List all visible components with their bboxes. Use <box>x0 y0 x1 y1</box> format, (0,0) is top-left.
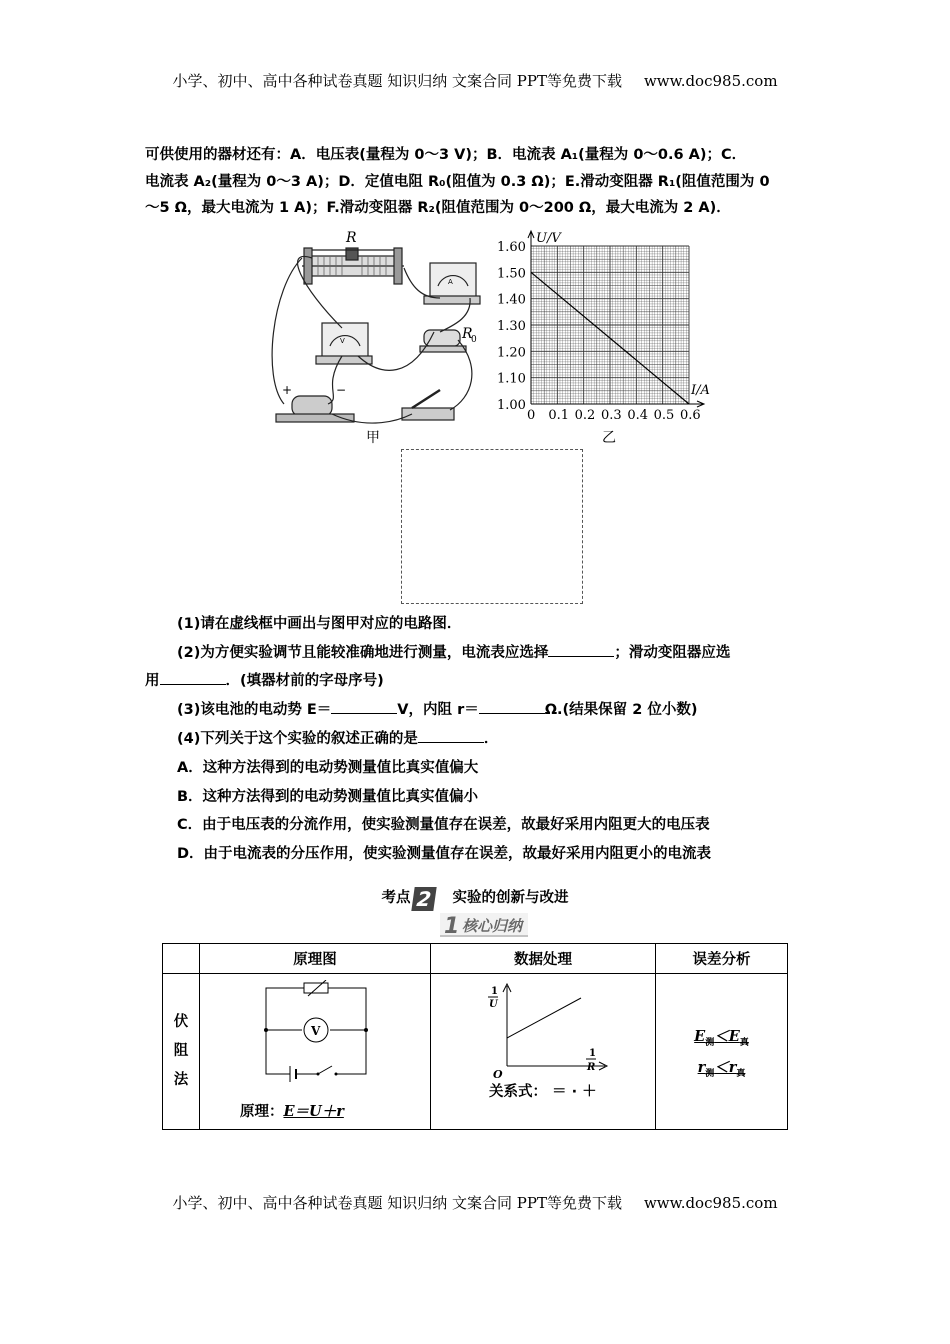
sub-title-text: 核心归纳 <box>462 917 523 935</box>
apparatus-figure <box>262 228 494 450</box>
principle-cell <box>200 974 431 1130</box>
intro-paragraph <box>145 142 810 222</box>
page-header <box>0 70 950 91</box>
y-tick-label: 1.50 <box>497 266 526 282</box>
y-tick-label: 1.30 <box>497 319 526 334</box>
ammeter-letter: A <box>448 278 453 286</box>
circuit-drawing-box[interactable] <box>401 449 583 604</box>
q2-text-c: 用 <box>145 673 160 689</box>
error-cell <box>656 974 788 1130</box>
header-text: 小学、初中、高中各种试卷真题 知识归纳 文案合同 PPT等免费下载 <box>172 72 622 90</box>
q3-text-c: Ω.(结果保留 2 位小数) <box>544 702 698 718</box>
row-label <box>163 974 200 1130</box>
question-2-line-1 <box>177 641 730 662</box>
section-prefix: 考点 <box>381 890 411 906</box>
footer-text: 小学、初中、高中各种试卷真题 知识归纳 文案合同 PPT等免费下载 <box>172 1194 622 1212</box>
chart-grid-major <box>528 231 704 407</box>
err2-b: ＜r <box>714 1058 737 1076</box>
q3-text-a: (3)该电池的电动势 E＝ <box>177 702 332 718</box>
q4-blank[interactable] <box>418 728 484 743</box>
q2-blank-2[interactable] <box>160 670 226 685</box>
data-cell <box>431 974 656 1130</box>
plot-y-den: U <box>489 999 498 1010</box>
err1-b: ＜E <box>714 1027 740 1045</box>
rheostat-label: R <box>346 230 357 246</box>
x-tick-label: 0 <box>527 408 536 423</box>
q3-blank-1[interactable] <box>331 699 397 714</box>
principle-text <box>240 1100 344 1121</box>
err2-a: r <box>697 1058 706 1076</box>
right-caption: 乙 <box>602 430 616 446</box>
voltmeter-symbol: V <box>311 1024 321 1038</box>
q2-text-b: ；滑动变阻器应选 <box>614 645 731 661</box>
plot-y-num: 1 <box>491 986 498 997</box>
method-table <box>162 943 788 1130</box>
footer-site: www.doc985.com <box>643 1194 778 1212</box>
section-heading <box>0 886 950 911</box>
section-number-badge: 2 <box>411 887 436 911</box>
y-tick-label: 1.40 <box>497 292 526 308</box>
err2-sub2: 真 <box>736 1068 746 1079</box>
option-b: B．这种方法得到的电动势测量值比真实值偏小 <box>177 789 479 805</box>
plot-origin: O <box>493 1068 503 1078</box>
question-1: (1)请在虚线框中画出与图甲对应的电路图． <box>177 616 462 632</box>
sub-heading <box>440 911 528 937</box>
error-line-2 <box>656 1056 787 1079</box>
x-tick-label: 0.1 <box>548 408 570 423</box>
inverse-plot <box>481 978 611 1078</box>
table-corner <box>163 944 200 974</box>
row-label-char-1: 伏 <box>173 1014 189 1030</box>
option-d: D．由于电流表的分压作用，使实验测量值存在误差，故最好采用内阻更小的电流表 <box>177 846 712 862</box>
header-principle: 原理图 <box>200 944 431 974</box>
intro-line-1: 可供使用的器材还有：A．电压表(量程为 0～3 V)；B．电流表 A₁(量程为 0～0.6 A)；C． <box>145 147 747 163</box>
y-tick-label: 1.10 <box>497 371 526 387</box>
option-c: C．由于电压表的分流作用，使实验测量值存在误差，故最好采用内阻更大的电压表 <box>177 817 710 833</box>
principle-label: 原理： <box>240 1104 284 1120</box>
x-tick-label: 0.3 <box>601 408 622 423</box>
relation-text: 关系式： ＝ · ＋ <box>489 1084 597 1100</box>
left-caption: 甲 <box>366 430 380 446</box>
x-tick-label: 0.2 <box>574 408 596 423</box>
intro-line-3: ～5 Ω，最大电流为 1 A)；F.滑动变阻器 R₂(阻值范围为 0～200 Ω，最大电流为 2 A)． <box>145 200 731 216</box>
err1-sub2: 真 <box>739 1037 749 1048</box>
y-tick-label: 1.20 <box>497 345 526 361</box>
q3-text-b: V，内阻 r＝ <box>397 702 479 718</box>
err2-sub: 测 <box>705 1068 715 1079</box>
x-tick-label: 0.6 <box>680 408 701 423</box>
option-a: A．这种方法得到的电动势测量值比真实值偏大 <box>177 760 479 776</box>
y-tick-label: 1.60 <box>497 240 526 255</box>
plus-label: + <box>282 383 293 397</box>
section-title: 实验的创新与改进 <box>452 890 569 906</box>
u-i-chart <box>494 228 726 450</box>
chart-x-ticks <box>527 408 701 423</box>
x-tick-label: 0.5 <box>653 408 675 423</box>
plot-x-num: 1 <box>589 1048 596 1059</box>
page-footer <box>0 1192 950 1213</box>
q2-text-a: (2)为方便实验调节且能较准确地进行测量，电流表应选择 <box>177 645 549 661</box>
voltmeter-letter: V <box>340 337 345 345</box>
intro-line-2: 电流表 A₂(量程为 0～3 A)；D．定值电阻 R₀(阻值为 0.3 Ω)；E.滑动变阻器 R₁(阻值范围为 0 <box>145 173 770 190</box>
header-site: www.doc985.com <box>643 72 778 90</box>
y-tick-label: 1.00 <box>497 398 526 413</box>
q4-text-end: ． <box>483 731 499 747</box>
chart-x-label: I/A <box>691 383 710 398</box>
principle-formula: E＝U＋r <box>283 1103 344 1120</box>
question-3 <box>177 698 698 719</box>
err1-a: E <box>694 1027 706 1045</box>
chart-y-label: U/V <box>536 231 561 246</box>
chart-y-ticks <box>497 240 526 413</box>
circuit-diagram <box>256 980 376 1090</box>
r0-label-sub: 0 <box>471 335 477 345</box>
table-header-row <box>163 944 788 974</box>
q2-text-d: ．(填器材前的字母序号) <box>225 673 384 689</box>
table-row <box>163 974 788 1130</box>
sub-number: 1 <box>444 914 460 937</box>
err1-sub: 测 <box>705 1037 715 1048</box>
r0-label: R <box>462 326 473 342</box>
question-2-line-2 <box>145 669 384 690</box>
header-error: 误差分析 <box>656 944 788 974</box>
q3-blank-2[interactable] <box>479 699 545 714</box>
minus-label: − <box>336 383 347 397</box>
q2-blank-1[interactable] <box>548 642 614 657</box>
x-tick-label: 0.4 <box>627 408 649 423</box>
row-label-char-3: 法 <box>173 1072 189 1088</box>
row-label-char-2: 阻 <box>173 1043 189 1059</box>
header-data: 数据处理 <box>431 944 656 974</box>
plot-x-den: R <box>587 1062 596 1073</box>
q4-text: (4)下列关于这个实验的叙述正确的是 <box>177 731 418 747</box>
error-line-1 <box>656 1025 787 1048</box>
question-4 <box>177 727 498 748</box>
